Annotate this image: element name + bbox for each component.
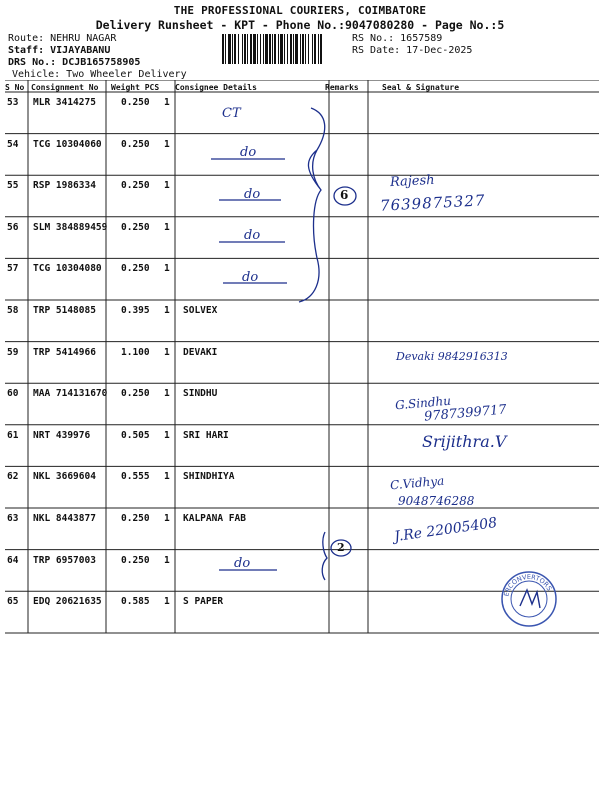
- barcode-bar: [287, 34, 288, 64]
- route-label: Route: NEHRU NAGAR: [8, 33, 117, 44]
- row-sno: 56: [7, 221, 19, 233]
- barcode-bar: [234, 34, 236, 64]
- rs-number: RS No.: 1657589: [352, 33, 443, 44]
- row-consignee: DEVAKI: [183, 346, 218, 358]
- row-pcs: 1: [164, 554, 170, 566]
- row-sno: 53: [7, 97, 19, 108]
- barcode-bar: [269, 34, 271, 64]
- barcode-bar: [244, 34, 246, 64]
- row-pcs: 1: [164, 346, 170, 358]
- staff-label: Staff: VIJAYABANU: [8, 45, 111, 56]
- row-sno: 63: [7, 513, 19, 524]
- row-weight: 0.250: [121, 513, 150, 524]
- col-header-consignee: Consignee Details: [175, 83, 257, 92]
- row-pcs: 1: [164, 471, 170, 483]
- handwritten-ditto-64: do: [234, 556, 251, 571]
- row-sno: 57: [7, 263, 19, 275]
- row-consignment-no: RSP 1986334: [33, 180, 96, 192]
- signature-sindhu-phone: 9787399717: [423, 402, 508, 425]
- barcode-bar: [318, 34, 319, 64]
- company-title: THE PROFESSIONAL COURIERS, COIMBATORE: [173, 4, 427, 17]
- row-weight: 0.505: [121, 429, 150, 441]
- handwritten-ct: CT: [222, 106, 241, 121]
- row-weight: 0.250: [121, 388, 150, 400]
- barcode-bar: [232, 34, 233, 64]
- circle-6-label: 6: [340, 188, 349, 202]
- row-sno: 59: [7, 346, 19, 358]
- row-sno: 54: [7, 138, 19, 150]
- barcode-bar: [295, 34, 298, 64]
- barcode-bar: [225, 34, 226, 64]
- barcode-bar: [253, 34, 256, 64]
- row-consignment-no: TRP 6957003: [33, 554, 96, 566]
- row-pcs: 1: [164, 263, 170, 275]
- barcode-bar: [228, 34, 231, 64]
- row-sno: 61: [7, 429, 19, 441]
- row-consignment-no: TCG 10304080: [33, 263, 102, 275]
- row-sno: 64: [7, 554, 19, 566]
- row-pcs: 1: [164, 97, 170, 108]
- signature-kalpana: J.Re 22005408: [393, 514, 499, 546]
- row-consignment-no: SLM 384889459: [33, 221, 108, 233]
- row-weight: 0.555: [121, 471, 150, 483]
- signature-srihari: Srijithra.V: [422, 432, 507, 451]
- row-pcs: 1: [164, 388, 170, 400]
- row-consignment-no: NKL 3669604: [33, 471, 96, 483]
- barcode-bar: [314, 34, 316, 64]
- barcode-bar: [290, 34, 292, 64]
- row-consignment-no: TRP 5148085: [33, 305, 96, 316]
- barcode-bar: [247, 34, 248, 64]
- handwritten-ditto-56: do: [244, 228, 261, 243]
- barcode-bar: [305, 34, 306, 64]
- row-consignment-no: TRP 5414966: [33, 346, 96, 358]
- handwritten-ditto-57: do: [242, 270, 259, 285]
- barcode-bar: [272, 34, 273, 64]
- handwritten-ditto-54: do: [240, 145, 257, 160]
- row-weight: 0.250: [121, 180, 150, 192]
- row-consignee: SHINDHIYA: [183, 471, 235, 483]
- barcode-bar: [293, 34, 294, 64]
- barcode-bar: [265, 34, 268, 64]
- barcode-bar: [238, 34, 239, 64]
- signature-vidhya-phone: 9048746288: [398, 494, 475, 508]
- row-weight: 0.585: [121, 596, 150, 608]
- signature-rajesh-phone: 7639875327: [379, 191, 486, 215]
- row-pcs: 1: [164, 180, 170, 192]
- row-sno: 65: [7, 596, 19, 608]
- bracket-upper: [299, 108, 325, 302]
- barcode-bar: [280, 34, 283, 64]
- barcode-bar: [302, 34, 304, 64]
- col-header-consignment: Consignment No: [31, 83, 99, 92]
- row-consignment-no: MLR 3414275: [33, 97, 96, 108]
- circle-2-label: 2: [337, 541, 345, 554]
- signature-vidhya-name: C.Vidhya: [389, 473, 445, 493]
- col-header-seal: Seal & Signature: [382, 83, 460, 92]
- barcode: [222, 34, 348, 64]
- barcode-bar: [242, 34, 243, 64]
- row-weight: 1.100: [121, 346, 150, 358]
- signature-devaki: Devaki 9842916313: [396, 350, 508, 363]
- row-consignee: SOLVEX: [183, 305, 218, 316]
- stamp-text: ERCONVERTORS: [502, 572, 554, 598]
- signature-rajesh-name: Rajesh: [389, 172, 435, 191]
- barcode-bar: [222, 34, 224, 64]
- barcode-bar: [308, 34, 309, 64]
- row-consignee: KALPANA FAB: [183, 513, 246, 524]
- row-consignee: SINDHU: [183, 388, 218, 400]
- col-header-sno: S No: [5, 83, 25, 92]
- row-sno: 55: [7, 180, 19, 192]
- row-weight: 0.250: [121, 554, 150, 566]
- row-weight: 0.395: [121, 305, 150, 316]
- bracket-lower: [322, 532, 327, 580]
- row-pcs: 1: [164, 596, 170, 608]
- row-consignment-no: NKL 8443877: [33, 513, 96, 524]
- row-consignee: S PAPER: [183, 596, 224, 608]
- row-weight: 0.250: [121, 97, 150, 108]
- barcode-bar: [278, 34, 279, 64]
- barcode-bar: [312, 34, 313, 64]
- vehicle-label: Vehicle: Two Wheeler Delivery: [12, 69, 187, 80]
- row-consignment-no: NRT 439976: [33, 429, 91, 441]
- row-pcs: 1: [164, 138, 170, 150]
- handwritten-ditto-55: do: [244, 187, 261, 202]
- row-pcs: 1: [164, 305, 170, 316]
- row-consignment-no: TCG 10304060: [33, 138, 102, 150]
- row-pcs: 1: [164, 429, 170, 441]
- signature-sindhu-name: G.Sindhu: [394, 393, 452, 413]
- row-consignment-no: MAA 714131670: [33, 388, 108, 400]
- row-consignment-no: EDQ 20621635: [33, 596, 102, 608]
- barcode-bar: [284, 34, 285, 64]
- row-consignee: SRI HARI: [183, 429, 229, 441]
- row-weight: 0.250: [121, 263, 150, 275]
- barcode-bar: [263, 34, 264, 64]
- row-sno: 62: [7, 471, 19, 483]
- row-weight: 0.250: [121, 221, 150, 233]
- barcode-bar: [257, 34, 258, 64]
- company-seal-stamp: [500, 570, 558, 628]
- barcode-bar: [250, 34, 252, 64]
- barcode-bar: [260, 34, 261, 64]
- col-header-weight-pcs: Weight PCS: [111, 83, 160, 92]
- row-pcs: 1: [164, 221, 170, 233]
- row-pcs: 1: [164, 513, 170, 524]
- barcode-bar: [320, 34, 322, 64]
- col-header-remarks: Remarks: [325, 83, 359, 92]
- row-weight: 0.250: [121, 138, 150, 150]
- runsheet-subtitle: Delivery Runsheet - KPT - Phone No.:9047080280 - Page No.:5: [95, 18, 505, 32]
- barcode-bar: [300, 34, 301, 64]
- rs-date: RS Date: 17-Dec-2025: [352, 45, 473, 56]
- drs-number: DRS No.: DCJB165758905: [8, 57, 141, 68]
- row-sno: 60: [7, 388, 19, 400]
- barcode-bar: [274, 34, 276, 64]
- row-sno: 58: [7, 305, 19, 316]
